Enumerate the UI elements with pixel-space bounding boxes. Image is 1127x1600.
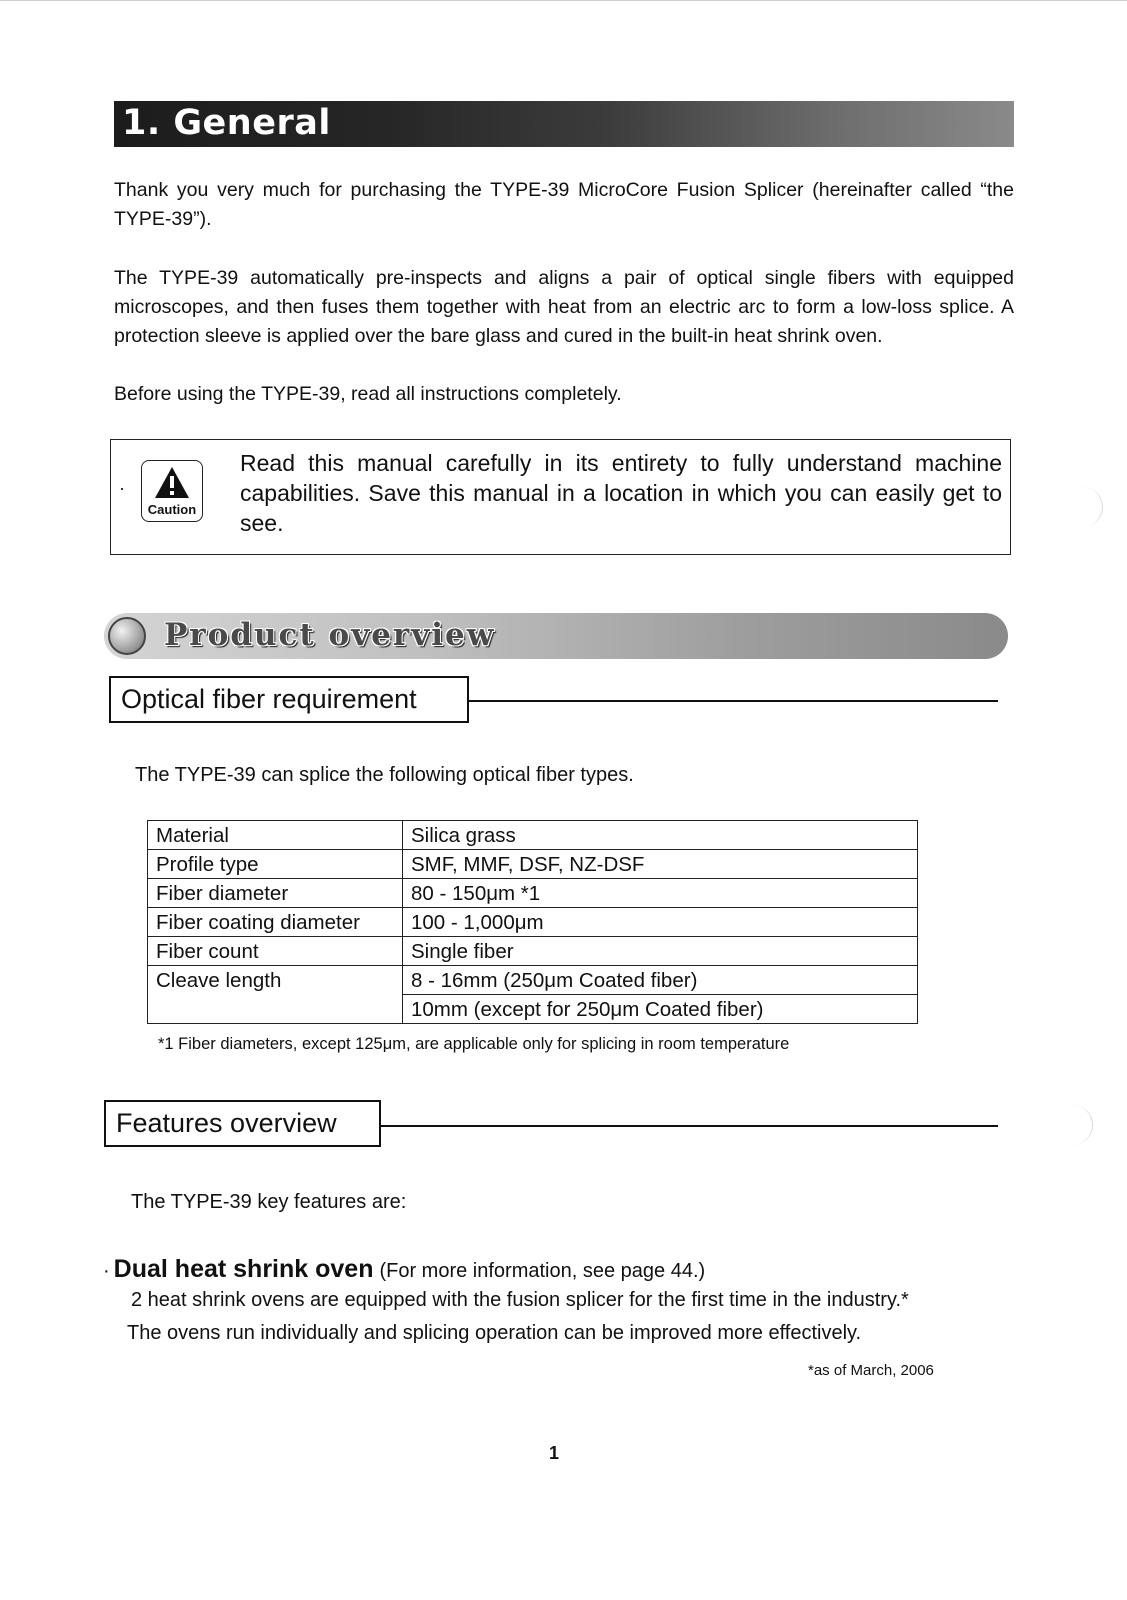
caution-box: [110, 439, 1011, 555]
table-cell-key: Fiber coating diameter: [148, 908, 403, 937]
table-row: [148, 850, 918, 879]
feature-description-line-2: The ovens run individually and splicing operation can be improved more effectively.: [127, 1322, 862, 1344]
warning-triangle-icon: [153, 465, 191, 501]
table-row: [148, 879, 918, 908]
table-cell-value: Silica grass: [403, 821, 918, 850]
feature-heading-line: [103, 1255, 705, 1284]
features-intro: The TYPE-39 key features are:: [131, 1191, 407, 1213]
table-cell-value: 8 - 16mm (250μm Coated fiber): [403, 966, 918, 995]
table-cell-value: Single fiber: [403, 937, 918, 966]
section-title: 1. General: [122, 103, 331, 143]
page-number: 1: [549, 1443, 560, 1463]
product-overview-title: Product overview: [164, 617, 496, 653]
feature-description-line-1: 2 heat shrink ovens are equipped with the fusion splicer for the first time in the industry.*: [131, 1289, 909, 1311]
features-rule: [381, 1125, 998, 1127]
feature-footnote: *as of March, 2006: [808, 1362, 934, 1379]
caution-label: Caution: [147, 502, 197, 517]
fiber-spec-table: [147, 820, 918, 1024]
scan-punch-mark: [1052, 1105, 1093, 1145]
table-cell-key: Material: [148, 821, 403, 850]
table-cell-key: Cleave length: [148, 966, 403, 1024]
table-cell-value: SMF, MMF, DSF, NZ-DSF: [403, 850, 918, 879]
fiber-requirement-rule: [469, 700, 998, 702]
feature-page-reference: (For more information, see page 44.): [379, 1260, 706, 1282]
table-cell-value: 80 - 150μm *1: [403, 879, 918, 908]
intro-paragraph-3: Before using the TYPE-39, read all instructions completely.: [114, 383, 622, 405]
table-row: [148, 821, 918, 850]
fiber-requirement-heading: [109, 676, 469, 723]
feature-bullet: ·: [103, 1260, 110, 1282]
table-row: [148, 966, 918, 995]
page-top-edge: [0, 0, 1127, 1]
table-cell-key: Fiber count: [148, 937, 403, 966]
intro-paragraph-1: Thank you very much for purchasing the TYPE-39 MicroCore Fusion Splicer (hereinafter called “the TYPE-39”).: [114, 179, 1014, 230]
table-footnote: *1 Fiber diameters, except 125μm, are applicable only for splicing in room temperature: [158, 1035, 790, 1053]
scan-punch-mark: [1062, 487, 1103, 527]
table-row: [148, 937, 918, 966]
table-cell-value: 10mm (except for 250μm Coated fiber): [403, 995, 918, 1024]
fiber-requirement-intro: The TYPE-39 can splice the following optical fiber types.: [135, 764, 634, 786]
table-cell-value: 100 - 1,000μm: [403, 908, 918, 937]
table-cell-key: Fiber diameter: [148, 879, 403, 908]
table-row: [148, 908, 918, 937]
features-heading: [104, 1100, 381, 1147]
intro-paragraph-2: The TYPE-39 automatically pre-inspects and aligns a pair of optical single fibers with equipped microscopes, and then fuses them together with heat from an electric arc to form a low-loss splice. A protection sleeve is applied over the bare glass and cured in the built-in heat shrink oven.: [114, 267, 1014, 347]
fiber-requirement-heading-text: Optical fiber requirement: [121, 684, 417, 714]
feature-title: Dual heat shrink oven: [113, 1255, 374, 1283]
circle-bullet-icon: [108, 617, 146, 655]
product-overview-banner: [104, 613, 1008, 659]
caution-text: Read this manual carefully in its entirety to fully understand machine capabilities. Save this manual in a location in which you can easily get to see.: [240, 450, 1002, 536]
table-cell-key: Profile type: [148, 850, 403, 879]
features-heading-text: Features overview: [116, 1108, 337, 1138]
caution-badge: [141, 460, 203, 522]
caution-bullet: ·: [119, 478, 125, 498]
section-header-bar: [114, 101, 1014, 147]
